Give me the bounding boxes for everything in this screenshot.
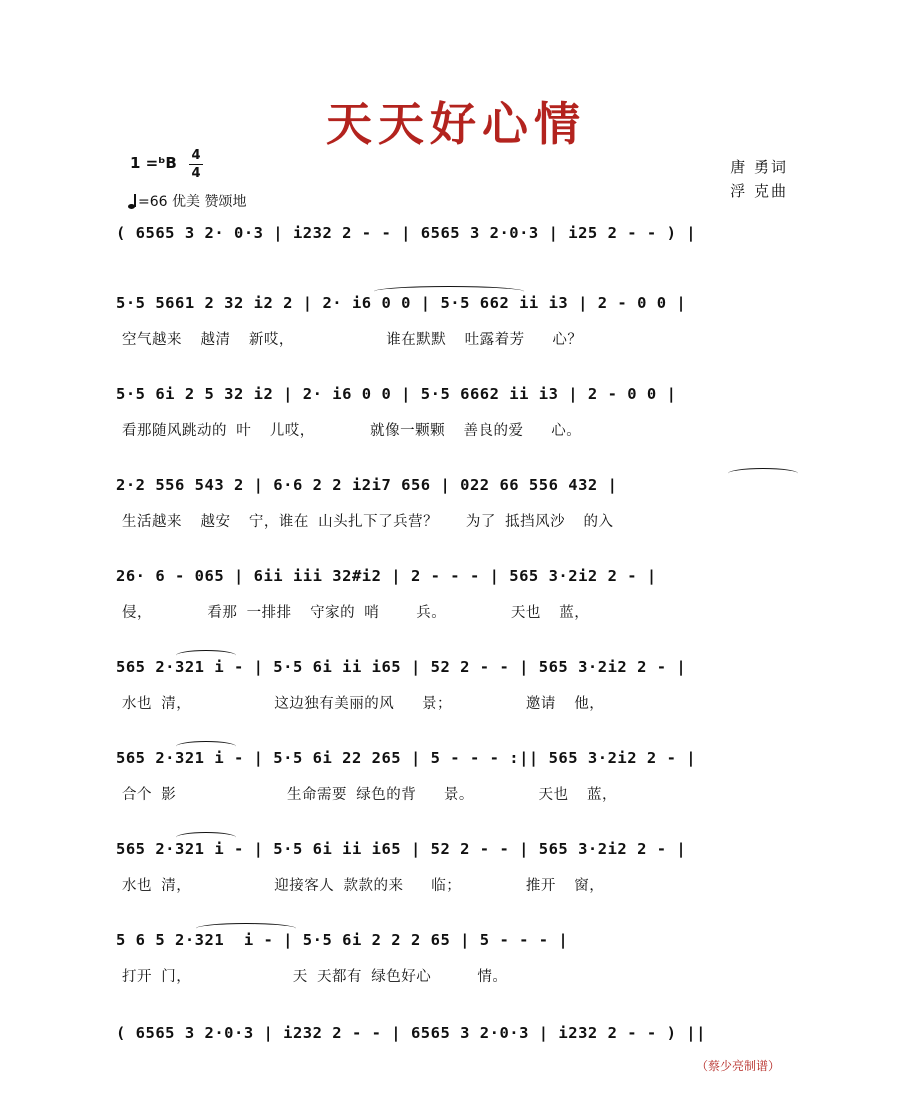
staff-line (116, 658, 802, 728)
composer-credit: 浮 克曲 (730, 182, 788, 200)
staff-line (116, 567, 802, 637)
staff-lyrics: 空气越来 越清 新哎， 谁在默默 吐露着芳 心？ (122, 332, 583, 348)
quarter-note-icon (128, 193, 138, 209)
staff-notes: 565 2·321 i - | 5·5 6i ii i65 | 52 2 - - | 565 3·2i2 2 - | (116, 840, 687, 858)
staff-line (116, 476, 802, 546)
staff-notes: 565 2·321 i - | 5·5 6i 22 265 | 5 - - - :|| 565 3·2i2 2 - | (116, 749, 697, 767)
time-signature (189, 148, 203, 181)
staff-line (116, 224, 802, 294)
staff-notes: 5·5 5661 2 32 i2 2 | 2· i6 0 0 | 5·5 662 ii i3 | 2 - 0 0 | (116, 294, 687, 312)
staff-line (116, 840, 802, 910)
slur-arc (728, 468, 798, 479)
transcriber-credit: （蔡少亮制谱） (695, 1059, 780, 1073)
staff-notes: 2·2 556 543 2 | 6·6 2 2 i2i7 656 | 022 66 556 432 | (116, 476, 618, 494)
staff-line (116, 931, 802, 1001)
staff-notes: 26· 6 - 065 | 6ii iii 32#i2 | 2 - - - | 565 3·2i2 2 - | (116, 567, 657, 585)
staff-lyrics: 水也 清， 迎接客人 款款的来 临； 推开 窗， (122, 878, 605, 894)
staff-line (116, 385, 802, 455)
staff-lyrics: 看那随风跳动的 叶 儿哎， 就像一颗颗 善良的爱 心。 (122, 423, 582, 439)
time-signature-top: 4 (191, 148, 201, 163)
staff-notes: 565 2·321 i - | 5·5 6i ii i65 | 52 2 - - | 565 3·2i2 2 - | (116, 658, 687, 676)
staff-notes: ( 6565 3 2·0·3 | i232 2 - - | 6565 3 2·0·3 | i232 2 - - ) || (116, 1024, 706, 1042)
staff-lyrics: 打开 门， 天 天都有 绿色好心 情。 (122, 969, 508, 985)
staff-notes: 5 6 5 2·321 i - | 5·5 6i 2 2 2 65 | 5 - - - | (116, 931, 569, 949)
staff-lyrics: 侵， 看那 一排排 守家的 哨 兵。 天也 蓝， (122, 605, 590, 621)
staff-notes: ( 6565 3 2· 0·3 | i232 2 - - | 6565 3 2·0·3 | i25 2 - - ) | (116, 224, 697, 242)
time-signature-divider (189, 164, 203, 165)
song-title: 天天好心情 (326, 97, 586, 151)
staff-lyrics: 生活越来 越安 宁，谁在 山头扎下了兵营？ 为了 抵挡风沙 的入 (122, 514, 614, 530)
staff-notes: 5·5 6i 2 5 32 i2 | 2· i6 0 0 | 5·5 6662 ii i3 | 2 - 0 0 | (116, 385, 677, 403)
staff-lyrics: 合个 影 生命需要 绿色的背 景。 天也 蓝， (122, 787, 617, 803)
staff-line (116, 749, 802, 819)
staff-lyrics: 水也 清， 这边独有美丽的风 景； 邀请 他， (122, 696, 605, 712)
key-signature: 1 =ᵇB (130, 154, 177, 172)
tempo-text: =66 优美 赞颂地 (138, 194, 247, 210)
tempo-marking (128, 191, 246, 211)
lyricist-credit: 唐 勇词 (730, 158, 788, 176)
time-signature-bottom: 4 (191, 166, 201, 181)
staff-line (116, 294, 802, 364)
